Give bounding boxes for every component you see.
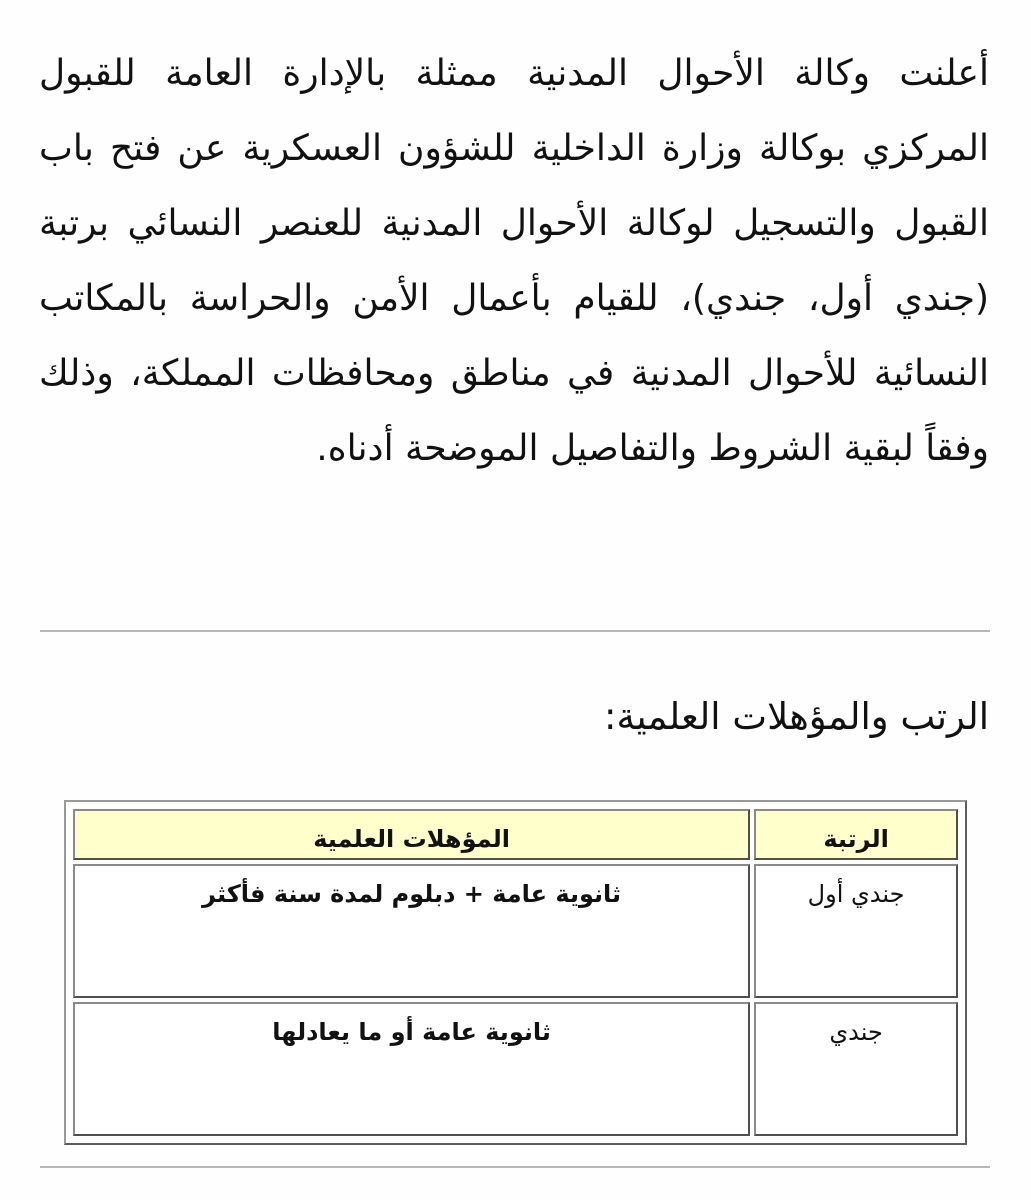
row-rank: جندي — [754, 1002, 958, 1136]
row-rank: جندي أول — [754, 864, 958, 998]
row-qualification: ثانوية عامة + دبلوم لمدة سنة فأكثر — [73, 864, 750, 998]
header-rank: الرتبة — [754, 809, 958, 860]
section-title: الرتب والمؤهلات العلمية: — [604, 695, 989, 738]
announcement-paragraph: أعلنت وكالة الأحوال المدنية ممثلة بالإدارة العامة للقبول المركزي بوكالة وزارة الداخلية للشؤون العسكرية عن فتح باب القبول والتسجيل لوكالة الأحوال المدنية للعنصر النسائي برتبة (جندي أول، جندي)، للقيام بأعمال الأمن والحراسة بالمكاتب النسائية للأحوال المدنية في مناطق ومحافظات المملكة، وذلك وفقاً لبقية الشروط والتفاصيل الموضحة أدناه. — [39, 53, 989, 469]
top-divider — [40, 630, 990, 632]
bottom-divider — [40, 1166, 990, 1168]
table-header-row — [73, 809, 958, 860]
table-row — [73, 864, 958, 998]
qualifications-table — [69, 805, 962, 1140]
table-row — [73, 1002, 958, 1136]
row-qualification: ثانوية عامة أو ما يعادلها — [73, 1002, 750, 1136]
qualifications-table-frame — [64, 800, 967, 1145]
header-qualification: المؤهلات العلمية — [73, 809, 750, 860]
